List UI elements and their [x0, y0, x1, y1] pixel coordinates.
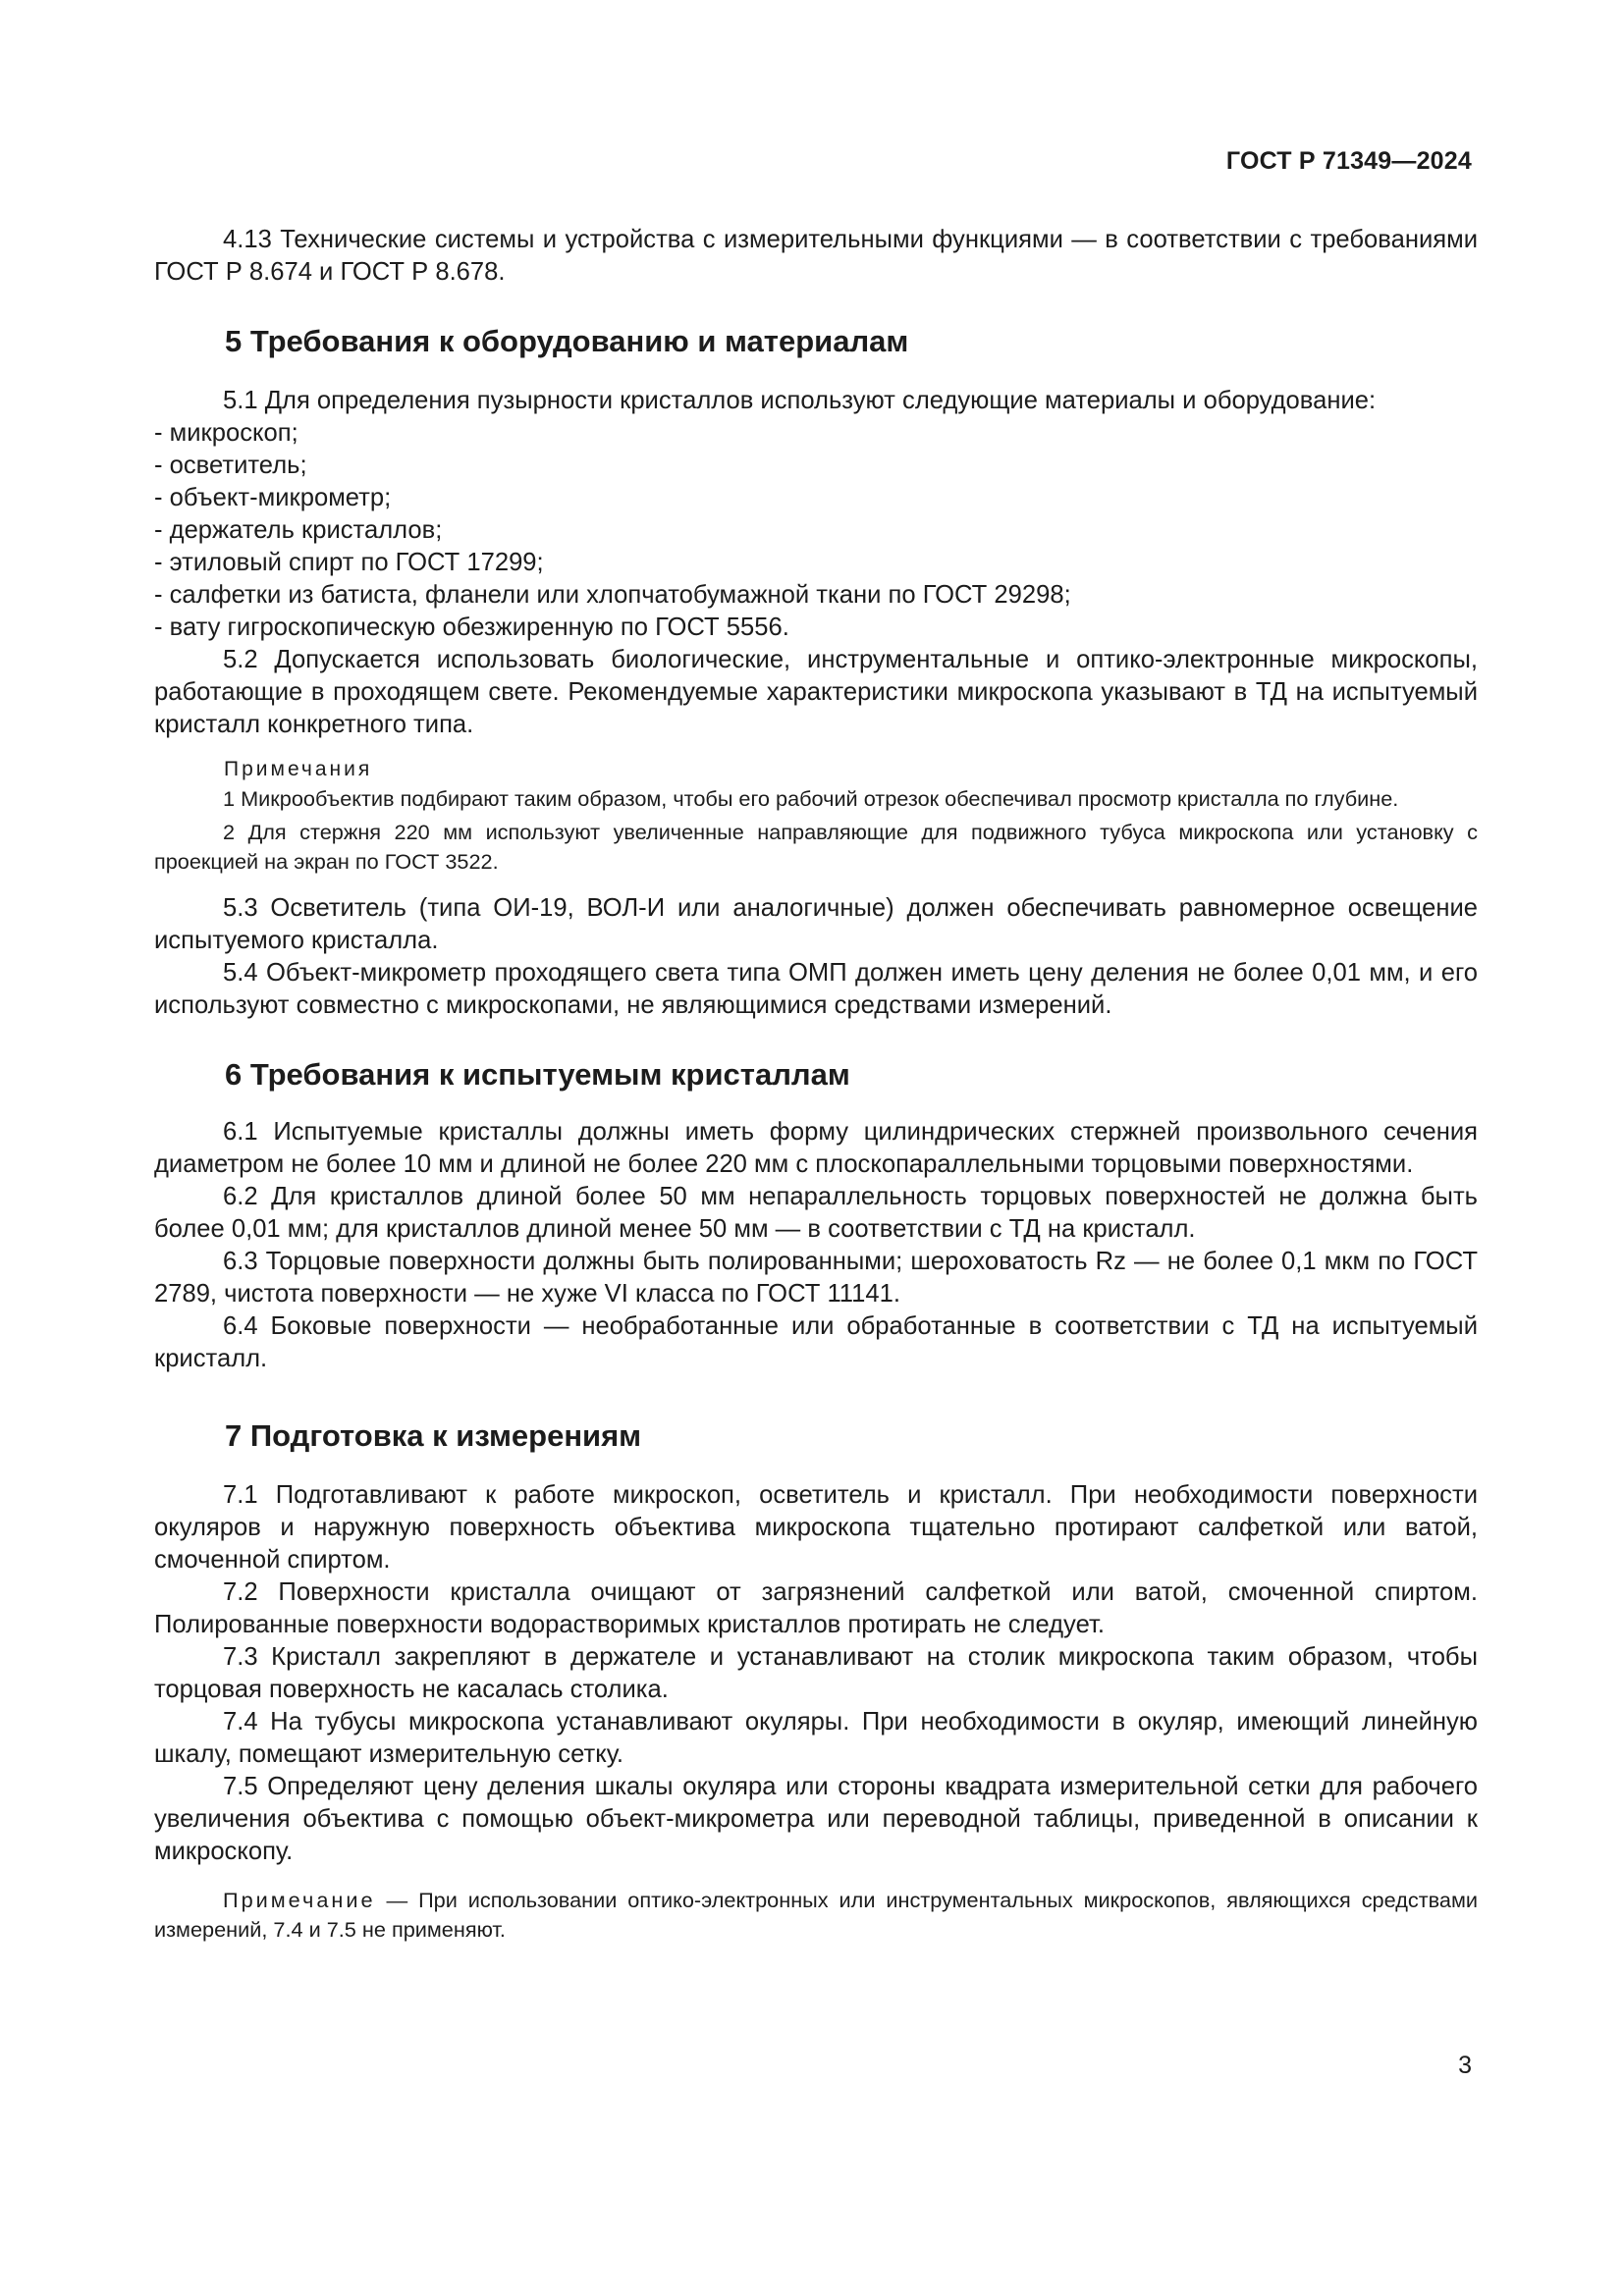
paragraph-7-5: 7.5 Определяют цену деления шкалы окуляра или стороны квадрата измерительной сетки для рабочего увеличения объектива с помощью объект-микрометра или переводной таблицы, приведенной в описании к микроскопу.: [154, 1773, 1478, 1865]
list-item: - держатель кристаллов;: [154, 516, 443, 544]
document-designation: ГОСТ Р 71349—2024: [1225, 147, 1472, 175]
list-item: - микроскоп;: [154, 419, 298, 447]
paragraph-5-2: 5.2 Допускается использовать биологические, инструментальные и оптико-электронные микроскопы, работающие в проходящем свете. Рекомендуемые характеристики микроскопа указывают в ТД на испытуемый кристалл конкретного типа.: [154, 646, 1478, 738]
section-7-heading: 7 Подготовка к измерениям: [225, 1418, 642, 1453]
note-2: 2 Для стержня 220 мм используют увеличенные направляющие для подвижного тубуса микроскопа или установку с проекцией на экран по ГОСТ 3522.: [154, 820, 1478, 874]
list-item: - объект-микрометр;: [154, 484, 392, 511]
note-title: Примечание: [223, 1888, 376, 1912]
paragraph-6-1: 6.1 Испытуемые кристаллы должны иметь форму цилиндрических стержней произвольного сечения диаметром не более 10 мм и длиной не более 220 мм с плоскопараллельными торцовыми поверхностями.: [154, 1118, 1478, 1178]
note-text: — При использовании оптико-электронных или инструментальных микроскопов, являющихся средствами измерений, 7.4 и 7.5 не применяют.: [154, 1888, 1478, 1942]
list-item: - салфетки из батиста, фланели или хлопчатобумажной ткани по ГОСТ 29298;: [154, 581, 1071, 609]
section-6-heading: 6 Требования к испытуемым кристаллам: [225, 1057, 850, 1092]
paragraph-4-13: 4.13 Технические системы и устройства с измерительными функциями — в соответствии с требованиями ГОСТ Р 8.674 и ГОСТ Р 8.678.: [154, 226, 1478, 286]
notes-title: Примечания: [224, 758, 373, 780]
paragraph-5-1: 5.1 Для определения пузырности кристаллов используют следующие материалы и оборудование:: [223, 387, 1377, 414]
paragraph-6-4: 6.4 Боковые поверхности — необработанные или обработанные в соответствии с ТД на испытуемый кристалл.: [154, 1312, 1478, 1372]
paragraph-5-3: 5.3 Осветитель (типа ОИ-19, ВОЛ-И или аналогичные) должен обеспечивать равномерное освещение испытуемого кристалла.: [154, 894, 1478, 954]
paragraph-7-1: 7.1 Подготавливают к работе микроскоп, осветитель и кристалл. При необходимости поверхности окуляров и наружную поверхность объектива микроскопа тщательно протирают салфеткой или ватой, смоченной спиртом.: [154, 1481, 1478, 1574]
section-5-heading: 5 Требования к оборудованию и материалам: [225, 324, 909, 358]
list-item: - осветитель;: [154, 452, 307, 479]
equipment-list: [154, 417, 1478, 644]
paragraph-7-2: 7.2 Поверхности кристалла очищают от загрязнений салфеткой или ватой, смоченной спиртом. Полированные поверхности водорастворимых кристаллов протирать не следует.: [154, 1578, 1478, 1638]
paragraph-6-3: 6.3 Торцовые поверхности должны быть полированными; шероховатость Rz — не более 0,1 мкм по ГОСТ 2789, чистота поверхности — не хуже VI класса по ГОСТ 11141.: [154, 1248, 1478, 1308]
list-item: - вату гигроскопическую обезжиренную по ГОСТ 5556.: [154, 614, 789, 641]
note-1: 1 Микрообъектив подбирают таким образом, чтобы его рабочий отрезок обеспечивал просмотр кристалла по глубине.: [223, 786, 1399, 811]
paragraph-7-3: 7.3 Кристалл закрепляют в держателе и устанавливают на столик микроскопа таким образом, чтобы торцовая поверхность не касалась столика.: [154, 1643, 1478, 1703]
paragraph-7-4: 7.4 На тубусы микроскопа устанавливают окуляры. При необходимости в окуляр, имеющий линейную шкалу, помещают измерительную сетку.: [154, 1708, 1478, 1768]
paragraph-5-4: 5.4 Объект-микрометр проходящего света типа ОМП должен иметь цену деления не более 0,01 мм, и его используют совместно с микроскопами, не являющимися средствами измерений.: [154, 959, 1478, 1019]
note-section-7: [154, 1886, 1478, 1945]
page-number: 3: [1458, 2052, 1472, 2079]
paragraph-6-2: 6.2 Для кристаллов длиной более 50 мм непараллельность торцовых поверхностей не должна быть более 0,01 мм; для кристаллов длиной менее 50 мм — в соответствии с ТД на кристалл.: [154, 1183, 1478, 1243]
page-content: [154, 224, 1478, 1945]
list-item: - этиловый спирт по ГОСТ 17299;: [154, 549, 544, 576]
